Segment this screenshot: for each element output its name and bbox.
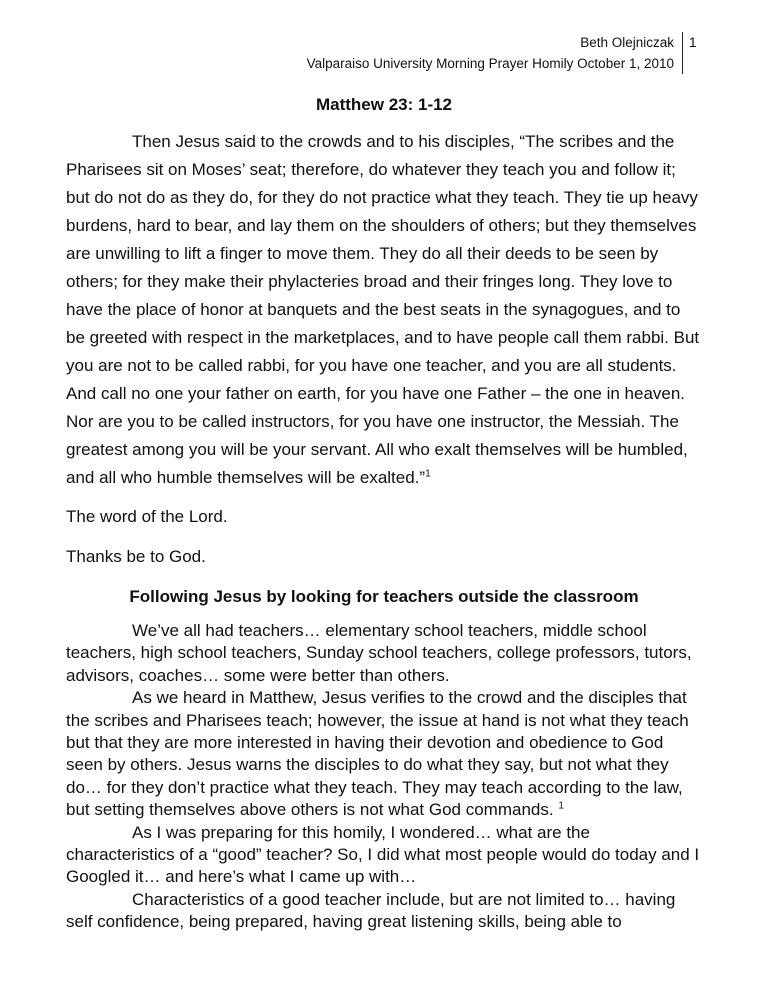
homily-paragraph <box>66 687 702 821</box>
header-subtitle: Valparaiso University Morning Prayer Homily October 1, 2010 <box>306 56 674 71</box>
reading-text <box>66 128 702 492</box>
response-word-of-lord: The word of the Lord. <box>66 507 228 526</box>
page-header <box>307 32 674 74</box>
homily-paragraph: As I was preparing for this homily, I wondered… what are the characteristics of a “good” teacher? So, I did what most people would do today and I Googled it… and here’s what I came up with… <box>66 822 700 887</box>
homily-paragraph-text: As we heard in Matthew, Jesus verifies to the crowd and the disciples that the scribes and Pharisees teach; however, the issue at hand is not what they teach but that they are more interested in having their devotion and obedience to God seen by others. Jesus warns the disciples to do what they say, but not what they do… for they don’t practice what they teach. They may teach according to the law, but setting themselves above others is not what God commands. <box>66 688 689 820</box>
document-body <box>66 92 702 934</box>
homily-title: Following Jesus by looking for teachers outside the classroom <box>129 587 639 606</box>
reading-title: Matthew 23: 1-12 <box>315 95 453 114</box>
footnote-reference[interactable]: 1 <box>425 468 431 480</box>
header-author: Beth Olejniczak <box>580 35 674 50</box>
page-number: 1 <box>682 32 697 74</box>
homily-paragraph: We’ve all had teachers… elementary school teachers, middle school teachers, high school teachers, Sunday school teachers, college professors, tutors, advisors, coaches… some were better than others. <box>66 621 692 685</box>
homily-paragraph: Characteristics of a good teacher include, but are not limited to… having self confidence, being prepared, having great listening skills, being able to <box>66 889 676 932</box>
reading-text-body: Then Jesus said to the crowds and to his disciples, “The scribes and the Pharisees sit on Moses’ seat; therefore, do whatever they teach you and follow it; but do not do as they do, for they do not practice what they teach. They tie up heavy burdens, hard to bear, and lay them on the shoulders of others; but they themselves are unwilling to lift a finger to move them. They do all their deeds to be seen by others; for they make their phylacteries broad and their fringes long. They love to have the place of honor at banquets and the best seats in the synagogues, and to be greeted with respect in the marketplaces, and to have people call them rabbi. But you are not to be called rabbi, for you have one teacher, and you are all students. And call no one your father on earth, for you have one Father – the one in heaven. Nor are you to be called instructors, for you have one instructor, the Messiah. The greatest among you will be your servant. All who exalt themselves will be humbled, and all who humble themselves will be exalted.” <box>66 132 700 487</box>
response-thanks: Thanks be to God. <box>66 547 206 566</box>
footnote-reference[interactable]: 1 <box>558 800 564 812</box>
